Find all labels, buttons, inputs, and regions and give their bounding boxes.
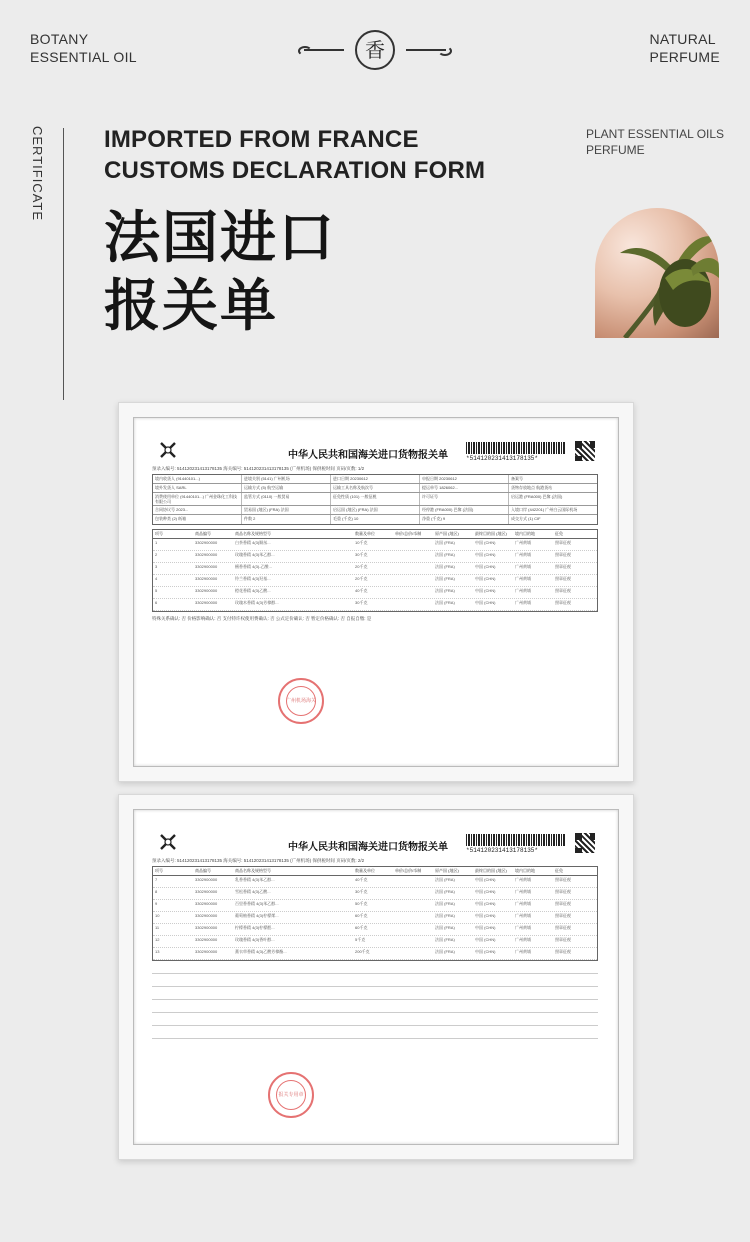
goods-cell: 广州黄埔 <box>515 540 531 545</box>
customs-stamp <box>268 1072 314 1118</box>
sub-line2: PERFUME <box>586 143 645 157</box>
brand-right-line1: NATURAL <box>649 31 716 47</box>
goods-cell: 照章征税 <box>555 552 571 557</box>
goods-cell: 3302900000 <box>195 889 218 894</box>
grid-cell: 提运单号 1826062... <box>420 484 509 492</box>
goods-cell <box>395 913 435 922</box>
goods-cell: 玫瑰香精 4(3)香叶醇... <box>235 937 275 942</box>
goods-cell: 3302900000 <box>195 564 218 569</box>
title-english <box>104 124 485 186</box>
subtitle-right <box>586 126 724 158</box>
title-cn-line2: 报关单 <box>104 273 278 339</box>
goods-cell <box>395 925 435 934</box>
goods-cell: 11 <box>155 925 160 930</box>
goods-cell: 3302900000 <box>195 576 218 581</box>
title-cn-line1: 法国进口 <box>104 205 336 271</box>
goods-row <box>153 599 597 611</box>
goods-cell: 9 <box>155 901 158 906</box>
goods-cell: 中国 (CHN) <box>475 552 496 557</box>
goods-cell: 法国 (FRA) <box>435 576 455 581</box>
goods-cell: 3302900000 <box>195 925 218 930</box>
goods-row <box>153 948 597 960</box>
goods-col: 商品编号 <box>195 531 211 536</box>
goods-cell: 橙花香精 4(3)乙酸... <box>235 588 271 593</box>
goods-cell: 法国 (FRA) <box>435 877 455 882</box>
goods-cell: 20千克 <box>355 564 368 569</box>
goods-col: 项号 <box>155 531 163 536</box>
goods-cell: 广州黄埔 <box>515 600 531 605</box>
goods-row <box>153 563 597 575</box>
doc-header <box>148 432 602 466</box>
goods-row <box>153 587 597 599</box>
goods-cell <box>395 877 435 886</box>
grid-cell: 境内收货人 (91440101...) <box>153 475 242 483</box>
empty-row <box>152 974 598 987</box>
goods-cell: 中国 (CHN) <box>475 877 496 882</box>
grid-cell: 运输方式 (5) 航空运输 <box>242 484 331 492</box>
goods-col: 商品编号 <box>195 868 211 873</box>
goods-cell: 照章征税 <box>555 540 571 545</box>
grid-row <box>153 493 597 506</box>
doc-meta: 预录入编号: 514120231413178135 海关编号: 514120231413178135 (广州机场) 保供税时间 页码/页数: 1/2 <box>152 466 365 471</box>
goods-cell: 中国 (CHN) <box>475 889 496 894</box>
goods-cell: 照章征税 <box>555 937 571 942</box>
goods-cell: 3302900000 <box>195 877 218 882</box>
grid-row <box>153 515 597 524</box>
declaration-grid <box>152 474 598 525</box>
goods-row <box>153 936 597 948</box>
goods-cell: 广州黄埔 <box>515 901 531 906</box>
empty-row <box>152 961 598 974</box>
goods-cell: 葡萄柚香精 4(3)柠檬烯... <box>235 913 279 918</box>
goods-col: 原产国 (地区) <box>435 868 459 873</box>
goods-cell: 6 <box>155 600 158 605</box>
brand-left <box>30 30 137 66</box>
goods-cell: 白茶香精 4(3)顺丝... <box>235 540 271 545</box>
goods-row <box>153 539 597 551</box>
grid-cell: 合同协议号 2023... <box>153 506 242 514</box>
customs-declaration-page-2 <box>148 824 602 1132</box>
goods-cell <box>395 949 435 958</box>
goods-cell: 广州黄埔 <box>515 576 531 581</box>
title-chinese <box>104 204 336 340</box>
grid-cell: 贸易国 (地区) (FRA) 法国 <box>242 506 331 514</box>
goods-col: 最终目的国 (地区) <box>475 531 507 536</box>
goods-cell: 30千克 <box>355 889 368 894</box>
goods-cell: 30千克 <box>355 552 368 557</box>
grid-row <box>153 484 597 493</box>
goods-cell: 60千克 <box>355 913 368 918</box>
title-en-line2: CUSTOMS DECLARATION FORM <box>104 157 486 184</box>
goods-cell <box>395 564 435 573</box>
goods-cell: 3302900000 <box>195 588 218 593</box>
goods-cell: 照章征税 <box>555 913 571 918</box>
goods-cell: 3302900000 <box>195 600 218 605</box>
goods-header-row <box>153 530 597 539</box>
goods-cell: 法国 (FRA) <box>435 600 455 605</box>
goods-cell: 广州黄埔 <box>515 913 531 918</box>
stamp-text: 报关专用章 <box>278 1092 304 1098</box>
goods-cell: 法国 (FRA) <box>435 913 455 918</box>
vertical-divider <box>63 128 64 400</box>
grid-cell: 备案号 <box>511 476 523 481</box>
goods-cell: 广州黄埔 <box>515 925 531 930</box>
goods-cell: 3302900000 <box>195 552 218 557</box>
goods-col: 项号 <box>155 868 163 873</box>
grid-cell: 进口日期 20230612 <box>331 475 420 483</box>
grid-cell: 进境关别 (5141) 广州机场 <box>242 475 331 483</box>
goods-cell: 广州黄埔 <box>515 552 531 557</box>
right-swirl-icon <box>406 49 446 51</box>
goods-cell: 10 <box>155 913 160 918</box>
goods-row <box>153 900 597 912</box>
goods-cell: 10千克 <box>355 540 368 545</box>
grid-cell: 启运国 (地区) (FRA) 法国 <box>331 506 420 514</box>
customs-emblem-icon <box>158 832 178 852</box>
goods-cell: 中国 (CHN) <box>475 949 496 954</box>
brand-left-line1: BOTANY <box>30 31 89 47</box>
goods-cell: 法国 (FRA) <box>435 540 455 545</box>
grid-cell: 监管方式 (0110) 一般贸易 <box>242 493 331 505</box>
barcode-icon <box>466 834 566 846</box>
seal-ornament <box>302 30 448 70</box>
doc-title: 中华人民共和国海关进口货物报关单 <box>288 842 448 853</box>
goods-cell: 照章征税 <box>555 588 571 593</box>
doc-footer: 特殊关系确认: 否 价格影响确认: 否 支付特许权使用费确认: 否 公式定价确认: 否 暂定价格确认: 否 自报自缴: 是 <box>152 616 372 621</box>
barcode-icon <box>466 442 566 454</box>
grid-cell: 毛重 (千克) 10 <box>331 515 420 524</box>
goods-row <box>153 876 597 888</box>
empty-row <box>152 1000 598 1013</box>
barcode-number: *514120231413178135* <box>466 455 539 462</box>
brand-left-line2: ESSENTIAL OIL <box>30 49 137 65</box>
goods-cell: 中国 (CHN) <box>475 925 496 930</box>
qr-code-icon <box>574 440 596 462</box>
goods-cell: 照章征税 <box>555 949 571 954</box>
goods-cell: 60千克 <box>355 925 368 930</box>
goods-row <box>153 551 597 563</box>
goods-cell: 3302900000 <box>195 901 218 906</box>
goods-cell: 3 <box>155 564 158 569</box>
goods-header-row <box>153 867 597 876</box>
goods-cell: 法国 (FRA) <box>435 901 455 906</box>
barcode-number: *514120231413178135* <box>466 847 539 854</box>
grid-cell: 包装种类 (2) 纸箱 <box>153 515 242 524</box>
grid-cell: 入境口岸 (442201) 广州白云国际机场 <box>511 507 578 512</box>
goods-cell: 1 <box>155 540 158 545</box>
goods-cell: 40千克 <box>355 588 368 593</box>
grid-cell: 经停港 (FRA000) 巴黎 (法国) <box>420 506 509 514</box>
goods-cell <box>395 901 435 910</box>
grid-cell: 成交方式 (1) CIF <box>511 516 541 521</box>
grid-cell: 货物存放地点 航港货站 <box>511 485 553 490</box>
grid-cell: 运输工具名称及航次号 <box>331 484 420 492</box>
goods-cell: 照章征税 <box>555 564 571 569</box>
goods-cell: 广州黄埔 <box>515 949 531 954</box>
goods-cell: 中国 (CHN) <box>475 600 496 605</box>
goods-table <box>152 529 598 612</box>
brand-right-line2: PERFUME <box>649 49 720 65</box>
brand-right <box>649 30 720 66</box>
goods-cell: 广州黄埔 <box>515 937 531 942</box>
goods-cell <box>395 540 435 549</box>
goods-cell: 5 <box>155 588 158 593</box>
goods-cell: 3302900000 <box>195 949 218 954</box>
goods-row <box>153 575 597 587</box>
goods-cell: 玫瑰木香精 4(3)芳樟醇... <box>235 600 279 605</box>
goods-cell: 铃兰香精 4(3)羟基... <box>235 576 271 581</box>
fragrance-seal: 香 <box>355 30 395 70</box>
grid-cell: 境外发货人 SARL <box>153 484 242 492</box>
doc-meta: 预录入编号: 514120231413178135 海关编号: 514120231413178135 (广州机场) 保供税时间 页码/页数: 2/2 <box>152 858 365 863</box>
goods-cell <box>395 937 435 946</box>
goods-col: 商品名称及规格型号 <box>235 531 271 536</box>
goods-cell: 3302900000 <box>195 913 218 918</box>
title-en-line1: IMPORTED FROM FRANCE <box>104 126 419 153</box>
goods-cell <box>395 588 435 597</box>
goods-cell: 50千克 <box>355 901 368 906</box>
goods-col: 征免 <box>555 868 563 873</box>
qr-code-icon <box>574 832 596 854</box>
empty-row <box>152 1013 598 1026</box>
goods-cell: 中国 (CHN) <box>475 576 496 581</box>
goods-cell: 法国 (FRA) <box>435 937 455 942</box>
certificate-vertical-label: CERTIFICATE <box>30 126 45 222</box>
goods-row <box>153 888 597 900</box>
goods-cell: 法国 (FRA) <box>435 925 455 930</box>
customs-stamp <box>278 678 324 724</box>
grid-cell: 消费使用单位 (91440101...) 广州金珠化工科技有限公司 <box>153 493 242 505</box>
goods-cell: 广州黄埔 <box>515 877 531 882</box>
grid-row <box>153 506 597 515</box>
goods-cell: 照章征税 <box>555 576 571 581</box>
grid-cell: 净重 (千克) 9 <box>420 515 509 524</box>
goods-cell: 中国 (CHN) <box>475 564 496 569</box>
grid-cell: 件数 2 <box>242 515 331 524</box>
grid-cell: 启运港 (FRA000) 巴黎 (法国) <box>511 494 563 499</box>
goods-cell: 20千克 <box>355 576 368 581</box>
goods-cell <box>395 576 435 585</box>
customs-declaration-page-1 <box>148 432 602 752</box>
goods-cell: 中国 (CHN) <box>475 540 496 545</box>
goods-cell: 照章征税 <box>555 925 571 930</box>
goods-cell: 法国 (FRA) <box>435 564 455 569</box>
goods-col: 单价/总价/币制 <box>395 868 422 873</box>
goods-col: 境内目的地 <box>515 531 535 536</box>
goods-col: 原产国 (地区) <box>435 531 459 536</box>
goods-cell: 3302900000 <box>195 937 218 942</box>
goods-cell: 4 <box>155 576 158 581</box>
goods-cell <box>395 552 435 561</box>
goods-col: 数量及单位 <box>355 531 375 536</box>
goods-cell: 5千克 <box>355 937 366 942</box>
goods-cell: 法国 (FRA) <box>435 889 455 894</box>
goods-col: 单价/总价/币制 <box>395 531 422 536</box>
sub-line1: PLANT ESSENTIAL OILS <box>586 127 725 141</box>
goods-cell: 薰衣草香精 4(3)乙酸芳樟酯... <box>235 949 287 954</box>
goods-cell: 乳香香精 4(3)苯乙醇... <box>235 877 275 882</box>
goods-cell: 200千克 <box>355 949 370 954</box>
goods-cell: 照章征税 <box>555 877 571 882</box>
rose-bud-photo <box>595 208 719 338</box>
goods-cell: 12 <box>155 937 160 942</box>
goods-col: 数量及单位 <box>355 868 375 873</box>
goods-cell: 中国 (CHN) <box>475 937 496 942</box>
goods-cell: 照章征税 <box>555 901 571 906</box>
grid-cell: 申报日期 20230612 <box>420 475 509 483</box>
goods-cell: 8 <box>155 889 158 894</box>
goods-col: 征免 <box>555 531 563 536</box>
goods-cell: 照章征税 <box>555 600 571 605</box>
doc-header <box>148 824 602 858</box>
goods-col: 最终目的国 (地区) <box>475 868 507 873</box>
doc-title: 中华人民共和国海关进口货物报关单 <box>288 450 448 461</box>
goods-col: 商品名称及规格型号 <box>235 868 271 873</box>
goods-cell: 2 <box>155 552 158 557</box>
goods-cell: 中国 (CHN) <box>475 588 496 593</box>
goods-cell: 中国 (CHN) <box>475 901 496 906</box>
goods-cell: 广州黄埔 <box>515 564 531 569</box>
goods-cell: 玫瑰香精 4(3)苯乙醇... <box>235 552 275 557</box>
customs-emblem-icon <box>158 440 178 460</box>
goods-row <box>153 912 597 924</box>
stamp-text: 广州机场海关 <box>285 698 316 704</box>
goods-cell: 雪松香精 4(3)乙酸... <box>235 889 271 894</box>
goods-cell: 广州黄埔 <box>515 889 531 894</box>
goods-cell: 照章征税 <box>555 889 571 894</box>
goods-cell <box>395 600 435 609</box>
goods-cell: 广州黄埔 <box>515 588 531 593</box>
goods-cell: 中国 (CHN) <box>475 913 496 918</box>
goods-cell: 法国 (FRA) <box>435 588 455 593</box>
grid-cell: 许可证号 <box>420 493 509 505</box>
goods-cell: 法国 (FRA) <box>435 552 455 557</box>
goods-cell: 30千克 <box>355 600 368 605</box>
empty-row <box>152 987 598 1000</box>
grid-row <box>153 475 597 484</box>
goods-cell: 百里香香精 4(3)苯乙醇... <box>235 901 279 906</box>
goods-cell: 法国 (FRA) <box>435 949 455 954</box>
goods-cell: 3302900000 <box>195 540 218 545</box>
goods-col: 境内目的地 <box>515 868 535 873</box>
goods-cell: 13 <box>155 949 160 954</box>
empty-row <box>152 1026 598 1039</box>
goods-row <box>153 924 597 936</box>
goods-cell: 柠檬香精 4(3)柠檬醛... <box>235 925 275 930</box>
goods-cell: 檀香香精 4(3)-乙酸... <box>235 564 272 569</box>
goods-cell: 40千克 <box>355 877 368 882</box>
left-swirl-icon <box>304 49 344 51</box>
grid-cell: 征免性质 (101) 一般征税 <box>331 493 420 505</box>
goods-cell <box>395 889 435 898</box>
goods-cell: 7 <box>155 877 158 882</box>
goods-table <box>152 866 598 961</box>
